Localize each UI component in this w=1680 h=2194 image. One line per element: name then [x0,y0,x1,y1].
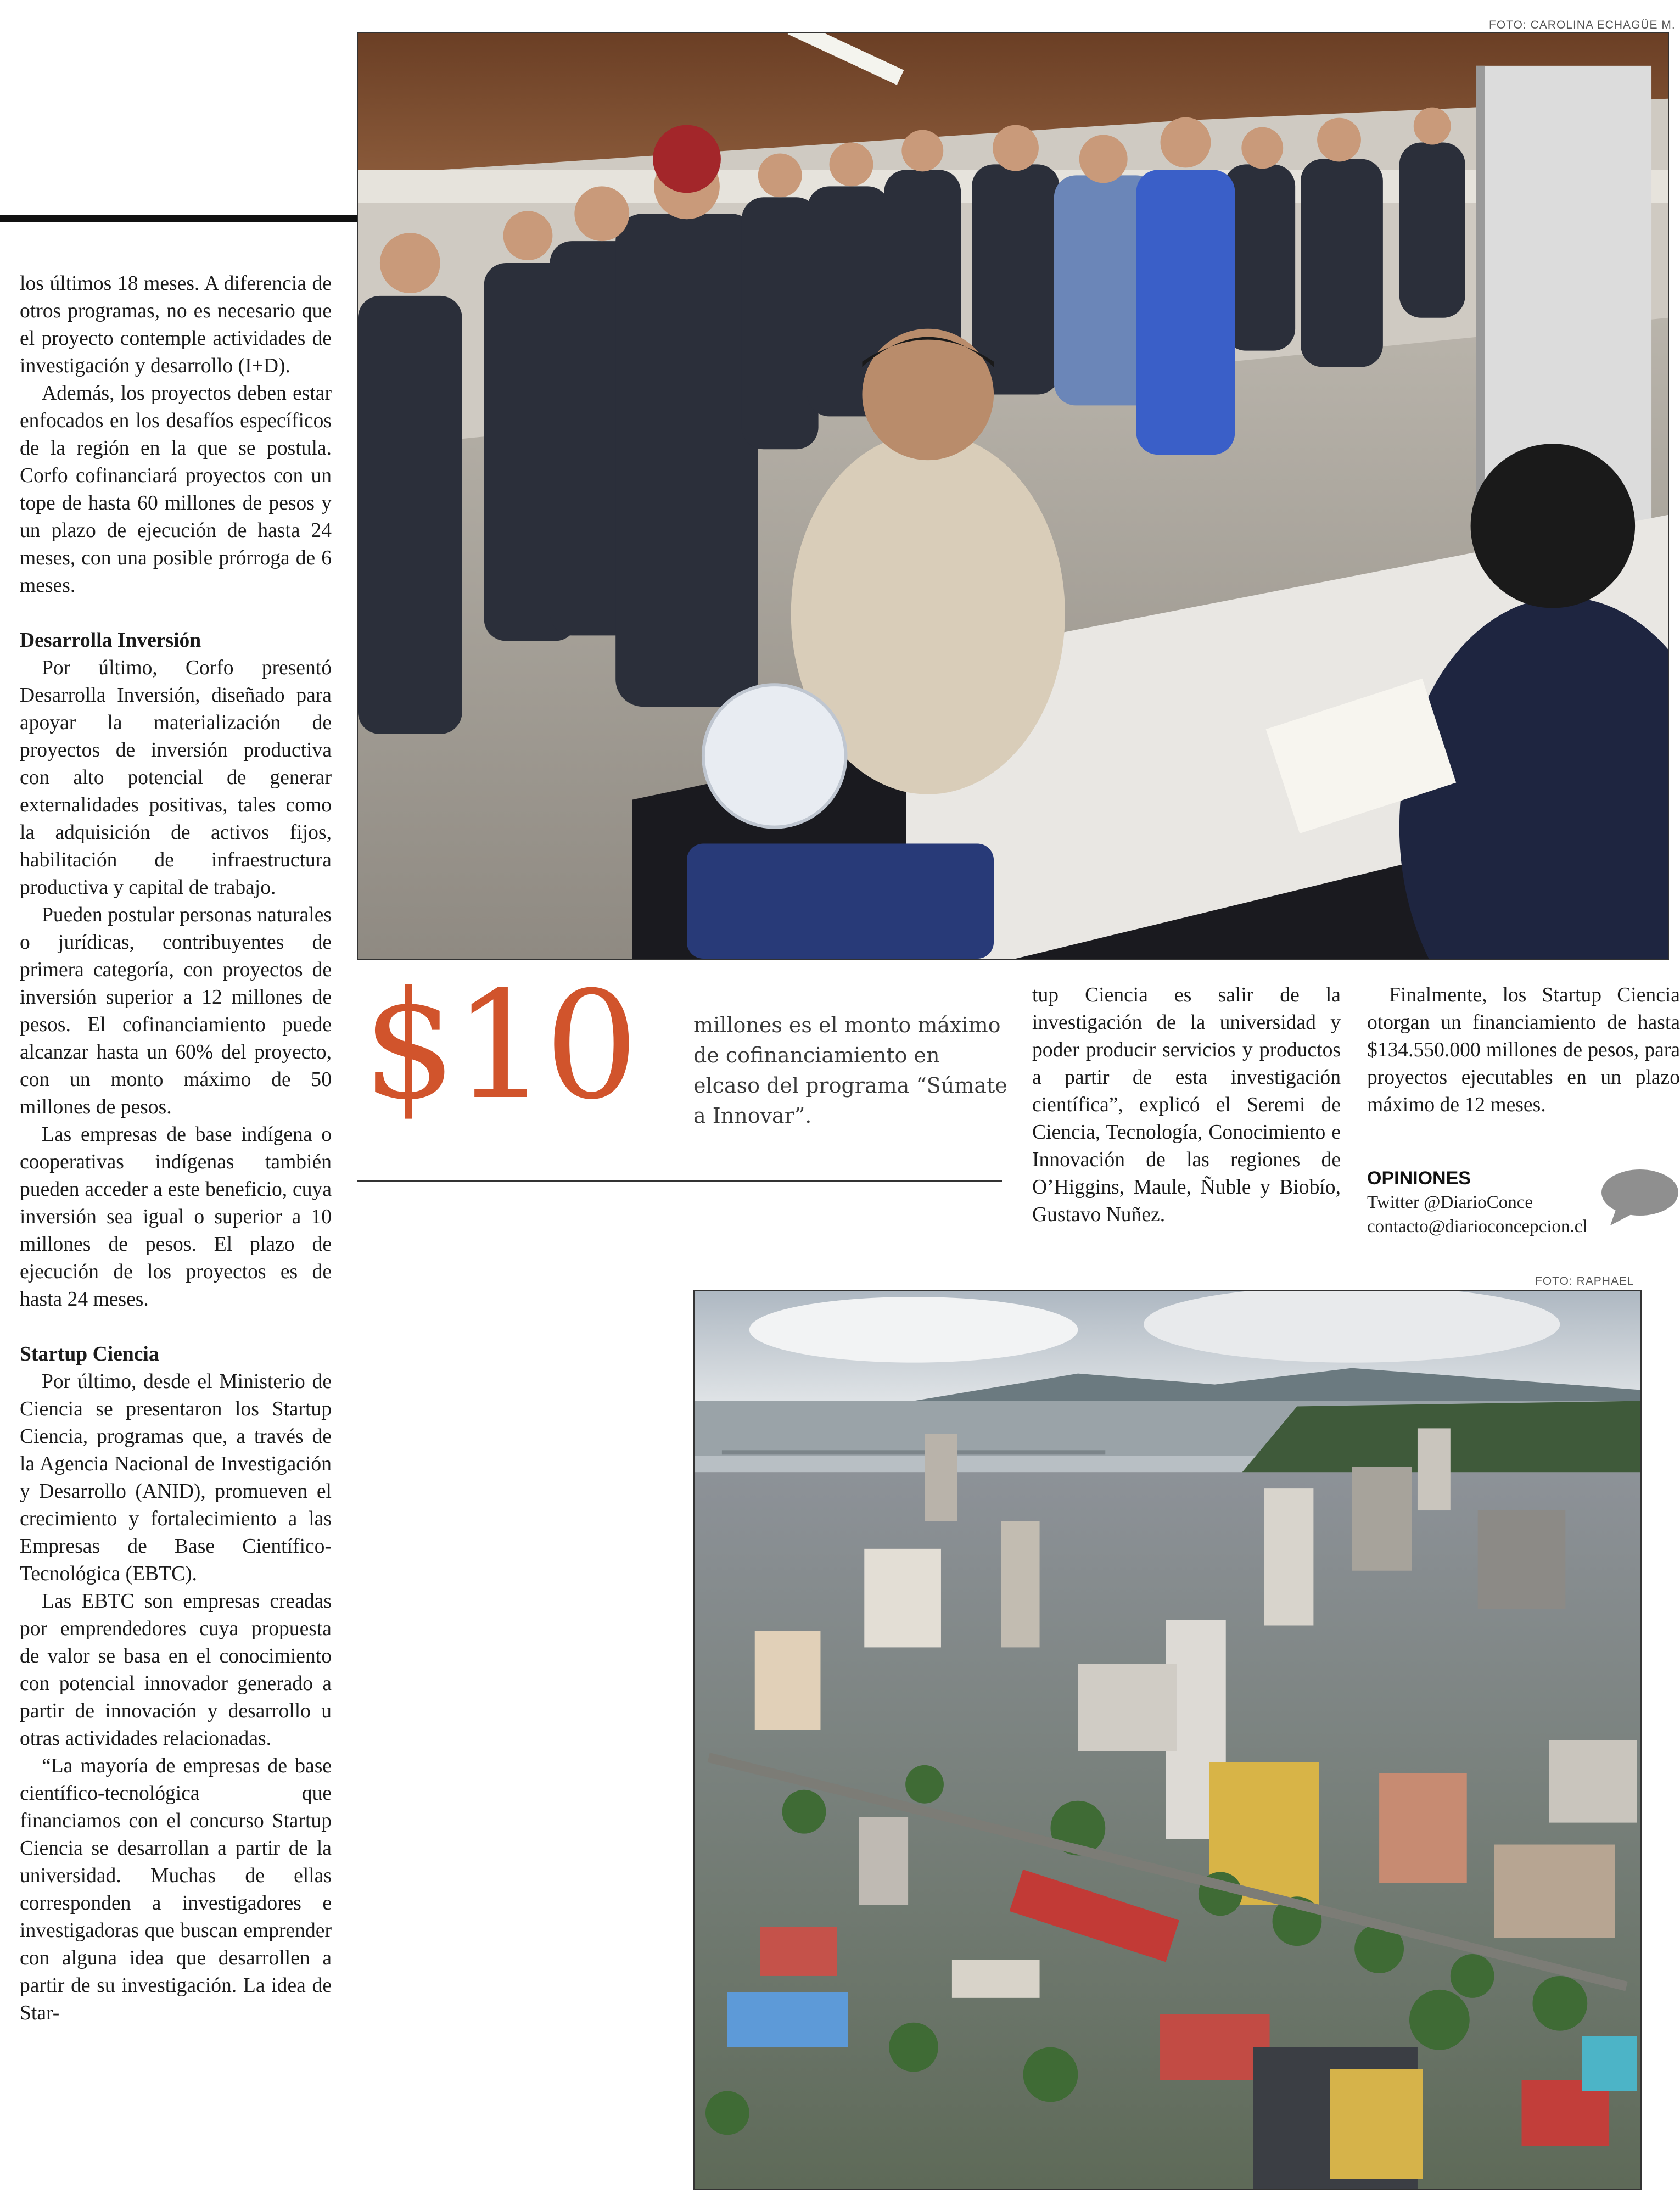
opinions-title: OPINIONES [1367,1168,1471,1189]
photo-job-fair-queue [357,32,1669,960]
paragraph: Finalmente, los Startup Ciencia otorgan un financiamiento de hasta $134.550.000 millones de pesos, para proyectos ejecutables en un plazo máximo de 12 meses. [1367,984,1680,1116]
paragraph: Por último, Corfo presentó Desarrolla Inversión, diseñado para apoyar la materialización de proyectos de inversión productiva con alto potencial de generar externalidades positivas, tales como la adquisición de activos fijos, habilitación de infraestructura productiva y capital de trabajo. [20,657,332,899]
paragraph: tup Ciencia es salir de la investigación de la universidad y poder producir servicios y productos a partir de esta investigación científica”, explicó el Seremi de Ciencia, Tecnología, Conocimiento e Innovación de las regiones de O’Higgins, Maule, Ñuble y Biobío, Gustavo Nuñez. [1032,984,1341,1226]
article-column-right [1367,982,1680,1119]
highlight-caption: millones es el monto máximo de cofinanciamiento en elcaso del programa “Súmate a Innovar”. [693,1013,1007,1128]
subheading-desarrolla-inversion: Desarrolla Inversión [20,629,201,652]
opinions-email[interactable]: contacto@diarioconcepcion.cl [1367,1217,1588,1236]
article-column-left [20,270,332,2027]
article-column-middle [1032,982,1341,1229]
subheading-startup-ciencia: Startup Ciencia [20,1343,159,1365]
opinions-twitter[interactable]: Twitter @DiarioConce [1367,1193,1533,1212]
photo-credit-top: FOTO: CAROLINA ECHAGÜE M. [1489,19,1676,31]
highlight-number: $10 [362,959,636,1132]
paragraph: los últimos 18 meses. A diferencia de otros programas, no es necesario que el proyecto contemple actividades de investigación y desarrollo (I+D). [20,272,332,377]
photo-credit-bottom: FOTO: RAPHAEL [1535,1275,1634,1288]
speech-bubble-icon [1600,1168,1680,1229]
section-top-rule [0,215,357,222]
paragraph: Por último, desde el Ministerio de Ciencia se presentaron los Startup Ciencia, programas que, a través de la Agencia Nacional de Investigación y Desarrollo (ANID), promueven el crecimiento y fortalecimiento a las Empresas de Base Científico-Tecnológica (EBTC). [20,1370,332,1585]
paragraph: “La mayoría de empresas de base científico-tecnológica que financiamos con el concurso Startup Ciencia se desarrollan a partir de la universidad. Muchas de ellas corresponden a investigadores e investigadoras que buscan emprender con alguna idea que desarrollen a partir de su investigación. La idea de Star- [20,1755,332,2024]
highlight-divider [357,1180,1002,1182]
paragraph: Las EBTC son empresas creadas por emprendedores cuya propuesta de valor se basa en el conocimiento con potencial innovador generado a partir de innovación y desarrollo u otras actividades relacionadas. [20,1590,332,1750]
paragraph: Además, los proyectos deben estar enfocados en los desafíos específicos de la región en la que se postula. Corfo cofinanciará proyectos con un tope de hasta 60 millones de pesos y un plazo de ejecución de hasta 24 meses, con una posible prórroga de 6 meses. [20,382,332,597]
paragraph: Las empresas de base indígena o cooperativas indígenas también pueden acceder a este beneficio, cuya inversión sea igual o superior a 10 millones de pesos. El plazo de ejecución de los proyectos es de hasta 24 meses. [20,1123,332,1311]
paragraph: Pueden postular personas naturales o jurídicas, contribuyentes de primera categoría, con proyectos de inversión superior a 12 millones de pesos. El cofinanciamiento puede alcanzar hasta un 60% del proyecto, con un monto máximo de 50 millones de pesos. [20,904,332,1118]
photo-aerial-city [693,1290,1642,2190]
